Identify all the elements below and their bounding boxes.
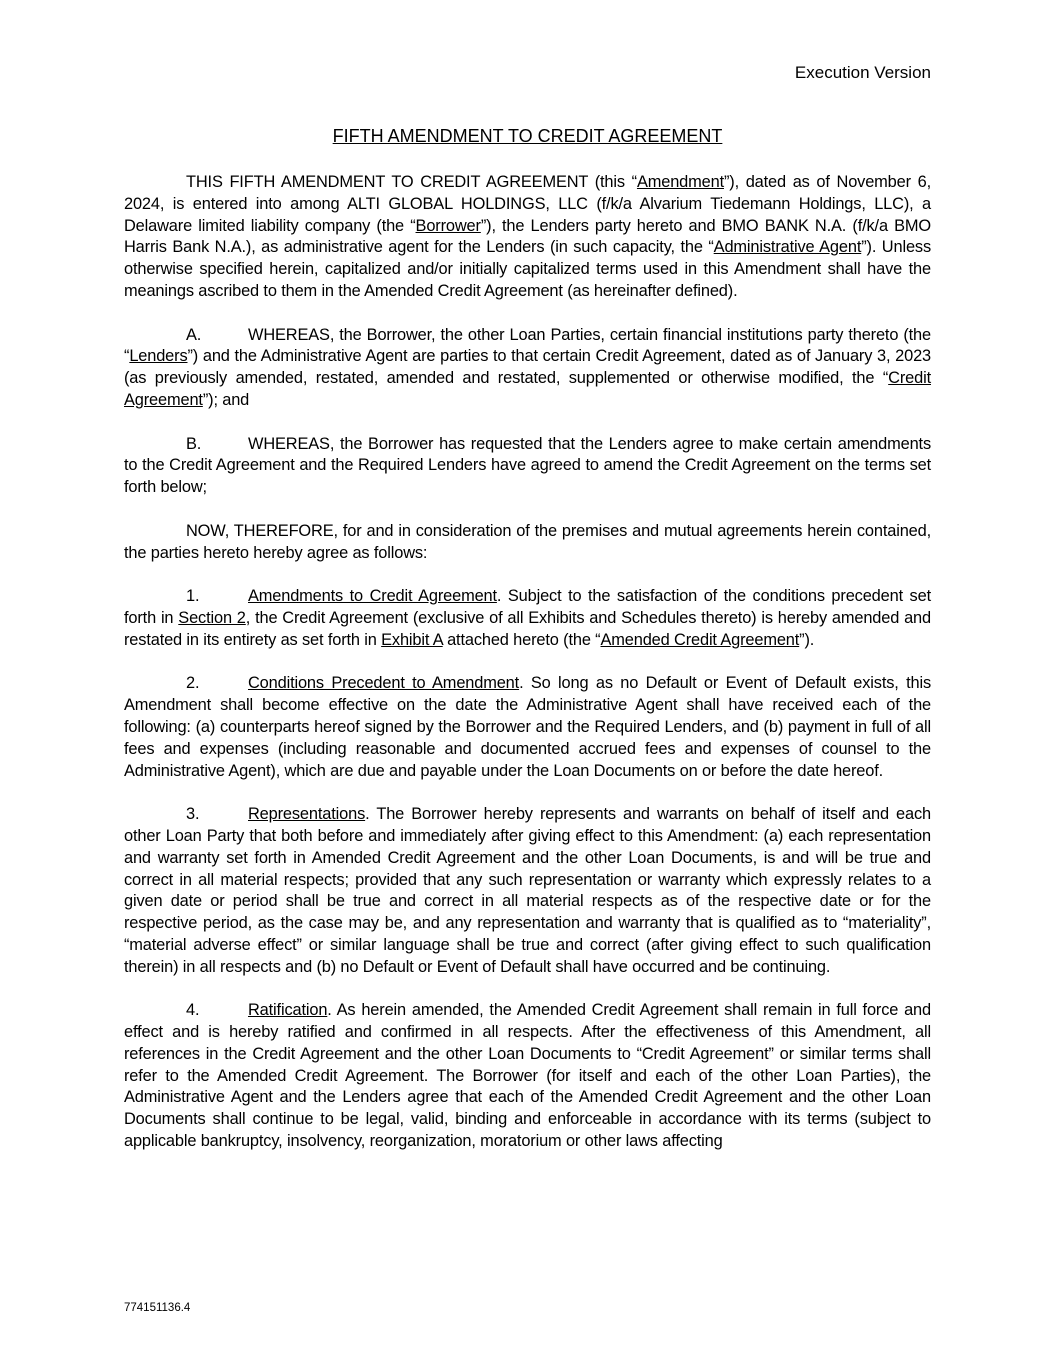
exhibit-a-reference: Exhibit A	[381, 630, 443, 649]
section-2-reference: Section 2	[178, 608, 246, 627]
section-4: 4. Ratification. As herein amended, the Amended Credit Agreement shall remain in full force and effect and is hereby ratified and confirmed in all respects. After the effectiveness of this Amendment, all references in the Credit Agreement and the other Loan Documents to “Credit Agreement” or similar terms shall refer to the Amended Credit Agreement. The Borrower (for itself and each of the other Loan Parties), the Administrative Agent and the Lenders agree that each of the Amended Credit Agreement and the other Loan Documents shall continue to be legal, valid, binding and enforceable in accordance with its terms (subject to applicable bankruptcy, insolvency, reorganization, moratorium or other laws affecting	[124, 1001, 931, 1151]
recital-a: A. WHEREAS, the Borrower, the other Loan Parties, certain financial institutions party thereto (the “Lenders”) and the Administrative Agent are parties to that certain Credit Agreement, dated as of January 3, 2023 (as previously amended, restated, amended and restated, supplemented or otherwise modified, the “Credit Agreement”); and	[124, 325, 931, 409]
defined-term-amendment: Amendment	[636, 173, 724, 191]
section-2-heading: Conditions Precedent to Amendment	[248, 674, 520, 693]
recital-a-label: A.	[186, 325, 202, 344]
section-3-number: 3.	[186, 805, 200, 824]
section-1-number: 1.	[186, 587, 200, 606]
document-title: FIFTH AMENDMENT TO CREDIT AGREEMENT	[332, 126, 723, 146]
defined-term-amended-credit-agreement: Amended Credit Agreement	[600, 630, 800, 649]
section-4-number: 4.	[186, 1001, 200, 1020]
section-1-heading: Amendments to Credit Agreement	[248, 587, 497, 606]
defined-term-lenders: Lenders	[129, 347, 188, 366]
recital-b: B. WHEREAS, the Borrower has requested that the Lenders agree to make certain amendments to the Credit Agreement and the Required Lenders have agreed to amend the Credit Agreement on the terms set forth below;	[124, 434, 931, 497]
now-therefore-paragraph: NOW, THEREFORE, for and in consideration of the premises and mutual agreements herein contained, the parties hereto hereby agree as follows:	[124, 521, 931, 562]
section-3-heading: Representations	[248, 805, 366, 824]
section-2: 2. Conditions Precedent to Amendment. So long as no Default or Event of Default exists, this Amendment shall become effective on the date the Administrative Agent shall have received each of the following: (a) counterparts hereof signed by the Borrower and the Required Lenders, and (b) payment in full of all fees and expenses (including reasonable and documented accrued fees and expenses of counsel to the Administrative Agent), which are due and payable under the Loan Documents on or before the date hereof.	[124, 674, 932, 780]
defined-term-credit-agreement: Credit Agreement	[124, 369, 931, 409]
section-2-number: 2.	[186, 674, 200, 693]
section-4-heading: Ratification	[248, 1001, 328, 1020]
section-1: 1. Amendments to Credit Agreement. Subject to the satisfaction of the conditions precedent set forth in Section 2, the Credit Agreement (exclusive of all Exhibits and Schedules thereto) is hereby amended and restated in its entirety as set forth in Exhibit A attached hereto (the “Amended Credit Agreement”).	[124, 587, 931, 649]
defined-term-borrower: Borrower	[415, 216, 481, 235]
recital-b-label: B.	[186, 434, 202, 453]
execution-version-label: Execution Version	[794, 63, 931, 82]
document-body	[124, 172, 931, 1153]
section-3: 3. Representations. The Borrower hereby represents and warrants on behalf of itself and each other Loan Party that both before and immediately after giving effect to this Amendment: (a) each representation and warranty set forth in Amended Credit Agreement and the other Loan Documents, is and will be true and correct in all material respects; provided that any such representation or warranty which expressly relates to a given date or period shall be true and correct in all material respects as of the respective date or for the respective period, as the case may be, and any representation and warranty that is qualified as to “materiality”, “material adverse effect” or similar language shall be true and correct (after giving effect to such qualification therein) in all respects and (b) no Default or Event of Default shall have occurred and be continuing.	[124, 805, 931, 976]
intro-paragraph: THIS FIFTH AMENDMENT TO CREDIT AGREEMENT (this “Amendment”), dated as of November 6, 2024, is entered into among ALTI GLOBAL HOLDINGS, LLC (f/k/a Alvarium Tiedemann Holdings, LLC), a Delaware limited liability company (the “Borrower”), the Lenders party hereto and BMO BANK N.A. (f/k/a BMO Harris Bank N.A.), as administrative agent for the Lenders (in such capacity, the “Administrative Agent”). Unless otherwise specified herein, capitalized and/or initially capitalized terms used in this Amendment shall have the meanings ascribed to them in the Amended Credit Agreement (as hereinafter defined).	[124, 173, 931, 300]
document-id: 774151136.4	[124, 1302, 191, 1314]
defined-term-administrative-agent: Administrative Agent	[713, 238, 862, 257]
